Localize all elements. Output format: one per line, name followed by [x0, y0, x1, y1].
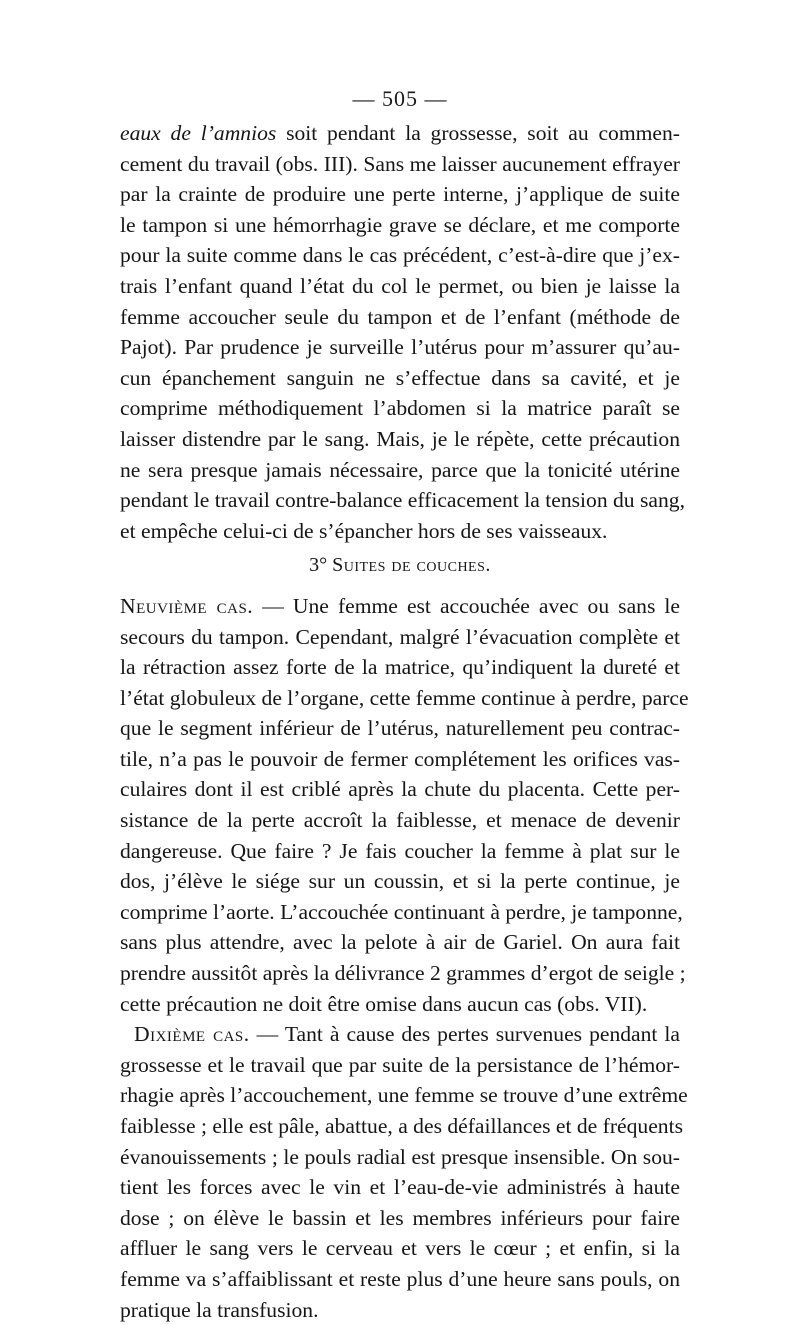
- section-title: Suites de couches.: [332, 554, 491, 577]
- text-line: rhagie après l’accouchement, une femme se trouve d’une extrême: [120, 1083, 688, 1108]
- paragraph-continuation: [120, 118, 685, 546]
- text-line: cement du travail (obs. III). Sans me laisser aucunement effrayer: [120, 151, 680, 176]
- text-line: culaires dont il est criblé après la chute du placenta. Cette per-: [120, 777, 680, 802]
- text-line: femme accoucher seule du tampon et de l’enfant (méthode de: [120, 304, 680, 329]
- italic-phrase: eaux de l’amnios: [120, 121, 277, 145]
- text-line: laisser distendre par le sang. Mais, je le répète, cette précaution: [120, 426, 680, 451]
- text-line: grossesse et le travail que par suite de la persistance de l’hémor-: [120, 1052, 680, 1077]
- text-line: tient les forces avec le vin et l’eau-de-vie administrés à haute: [120, 1175, 680, 1200]
- text-line: secours du tampon. Cependant, malgré l’évacuation complète et: [120, 624, 680, 649]
- text-line: la rétraction assez forte de la matrice, qu’indiquent la dureté et: [120, 655, 680, 680]
- text-line: femme va s’affaiblissant et reste plus d’une heure sans pouls, on: [120, 1266, 680, 1291]
- text-line: l’état globuleux de l’organe, cette femme continue à perdre, parce: [120, 685, 689, 710]
- text-line: pendant le travail contre-balance efficacement la tension du sang,: [120, 488, 685, 513]
- text-line: dangereuse. Que faire ? Je fais coucher la femme à plat sur le: [120, 838, 680, 863]
- text-line: comprime méthodiquement l’abdomen si la matrice paraît se: [120, 396, 680, 421]
- text-line: dose ; on élève le bassin et les membres inférieurs pour faire: [120, 1205, 680, 1230]
- text-line: prendre aussitôt après la délivrance 2 grammes d’ergot de seigle ;: [120, 961, 686, 986]
- page-number: — 505 —: [352, 86, 448, 111]
- text-line: par la crainte de produire une perte interne, j’applique de suite: [120, 182, 680, 207]
- text-line: [120, 118, 680, 149]
- section-number: 3°: [309, 554, 328, 577]
- text-line: pratique la transfusion.: [120, 1297, 319, 1322]
- text-line: [120, 591, 680, 622]
- text-line: faiblesse ; elle est pâle, abattue, a des défaillances et de fréquents: [120, 1114, 683, 1138]
- paragraph-case-10: [120, 1019, 688, 1325]
- text-line: [120, 1019, 680, 1050]
- text-line: pour la suite comme dans le cas précédent, c’est-à-dire que j’ex-: [120, 243, 680, 268]
- line-text: soit pendant la grossesse, soit au commen-: [276, 121, 680, 145]
- text-line: affluer le sang vers le cerveau et vers le cœur ; et enfin, si la: [120, 1236, 680, 1261]
- text-line: ne sera presque jamais nécessaire, parce que la tonicité utérine: [120, 457, 680, 482]
- text-line: Pajot). Par prudence je surveille l’utérus pour m’assurer qu’au-: [120, 335, 680, 360]
- text-line: cette précaution ne doit être omise dans aucun cas (obs. VII).: [120, 991, 648, 1016]
- text-line: comprime l’aorte. L’accouchée continuant à perdre, je tamponne,: [120, 899, 683, 924]
- text-line: que le segment inférieur de l’utérus, naturellement peu contrac-: [120, 716, 680, 741]
- line-text: — Tant à cause des pertes survenues pendant la: [249, 1022, 680, 1047]
- text-line: trais l’enfant quand l’état du col le permet, ou bien je laisse la: [120, 273, 680, 298]
- text-line: tile, n’a pas le pouvoir de fermer complétement les orifices vas-: [120, 746, 680, 771]
- text-line: sistance de la perte accroît la faiblesse, et menace de devenir: [120, 808, 680, 833]
- case-label: Neuvième cas.: [120, 593, 254, 618]
- text-line: dos, j’élève le siége sur un coussin, et si la perte continue, je: [120, 869, 680, 894]
- text-line: le tampon si une hémorrhagie grave se déclare, et me comporte: [120, 212, 680, 237]
- paragraph-case-9: [120, 591, 689, 1019]
- text-line: sans plus attendre, avec la pelote à air de Gariel. On aura fait: [120, 930, 680, 955]
- case-label: Dixième cas.: [134, 1022, 250, 1047]
- text-line: évanouissements ; le pouls radial est presque insensible. On sou-: [120, 1144, 680, 1169]
- line-text: — Une femme est accouchée avec ou sans le: [253, 593, 680, 618]
- page-text: [120, 118, 689, 1325]
- text-line: et empêche celui-ci de s’épancher hors de ses vaisseaux.: [120, 518, 608, 543]
- section-heading: [120, 550, 680, 581]
- text-line: cun épanchement sanguin ne s’effectue dans sa cavité, et je: [120, 365, 680, 390]
